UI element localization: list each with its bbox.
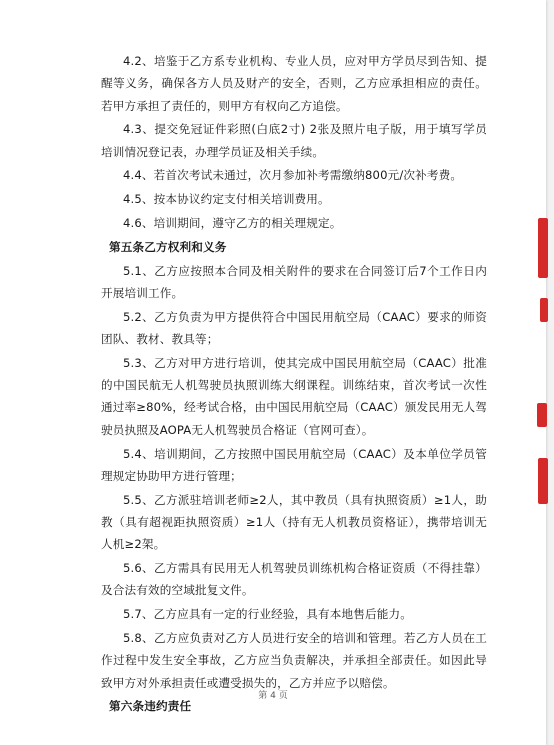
clause-5-3: 5.3、乙方对甲方进行培训，使其完成中国民用航空局（CAAC）批准的中国民航无人机驾驶员执照训练大纲课程。训练结束，首次考试一次性通过率≥80%，经考试合格，由中国民用航空局（CAAC）颁发民用无人驾驶员执照及AOPA无人机驾驶员合格证（官网可查）。: [101, 355, 487, 437]
clause-5-4: 5.4、培训期间，乙方按照中国民用航空局（CAAC）及本单位学员管理规定协助甲方进行管理；: [101, 446, 487, 483]
section-heading-article-6: 第六条违约责任: [109, 699, 192, 714]
seal-stamp-fragment: [538, 218, 548, 278]
clause-5-8: 5.8、乙方应负责对乙方人员进行安全的培训和管理。若乙方人员在工作过程中发生安全事故，乙方应当负责解决，并承担全部责任。如因此导致甲方对外承担责任或遭受损失的，乙方并应予以赔偿。: [101, 630, 487, 690]
clause-5-1: 5.1、乙方应按照本合同及相关附件的要求在合同签订后7个工作日内开展培训工作。: [101, 263, 487, 300]
clause-5-2: 5.2、乙方负责为甲方提供符合中国民用航空局（CAAC）要求的师资团队、教材、教具等；: [101, 309, 487, 347]
page-number: 第 4 页: [258, 691, 288, 701]
seal-stamp-fragment: [540, 298, 548, 322]
clause-5-6: 5.6、乙方需具有民用无人机驾驶员训练机构合格证资质（不得挂靠）及合法有效的空域批复文件。: [101, 561, 487, 598]
clause-5-5: 5.5、乙方派驻培训老师≥2人，其中教员（具有执照资质）≥1人，助教（具有超视距执照资质）≥1人（持有无人机教员资格证），携带培训无人机≥2架。: [101, 492, 487, 552]
section-heading-article-5: 第五条乙方权利和义务: [109, 239, 227, 254]
clause-5-7: 5.7、乙方应具有一定的行业经验，具有本地售后能力。: [123, 607, 412, 622]
clause-4-2: 4.2、培鉴于乙方系专业机构、专业人员，应对甲方学员尽到告知、提醒等义务，确保各方人员及财产的安全，否则，乙方应承担相应的责任。若甲方承担了责任的，则甲方有权向乙方追偿。: [101, 54, 487, 113]
clause-4-3: 4.3、提交免冠证件彩照(白底2寸) 2张及照片电子版，用于填写学员培训情况登记表，办理学员证及相关手续。: [101, 122, 487, 159]
clause-4-6: 4.6、培训期间，遵守乙方的相关理规定。: [123, 216, 342, 231]
page-content: [101, 50, 487, 718]
clause-4-5: 4.5、按本协议约定支付相关培训费用。: [123, 192, 330, 207]
clause-4-4: 4.4、若首次考试未通过，次月参加补考需缴纳800元/次补考费。: [123, 168, 463, 183]
seal-stamp-fragment: [537, 403, 547, 427]
seal-stamp-fragment: [538, 458, 548, 504]
